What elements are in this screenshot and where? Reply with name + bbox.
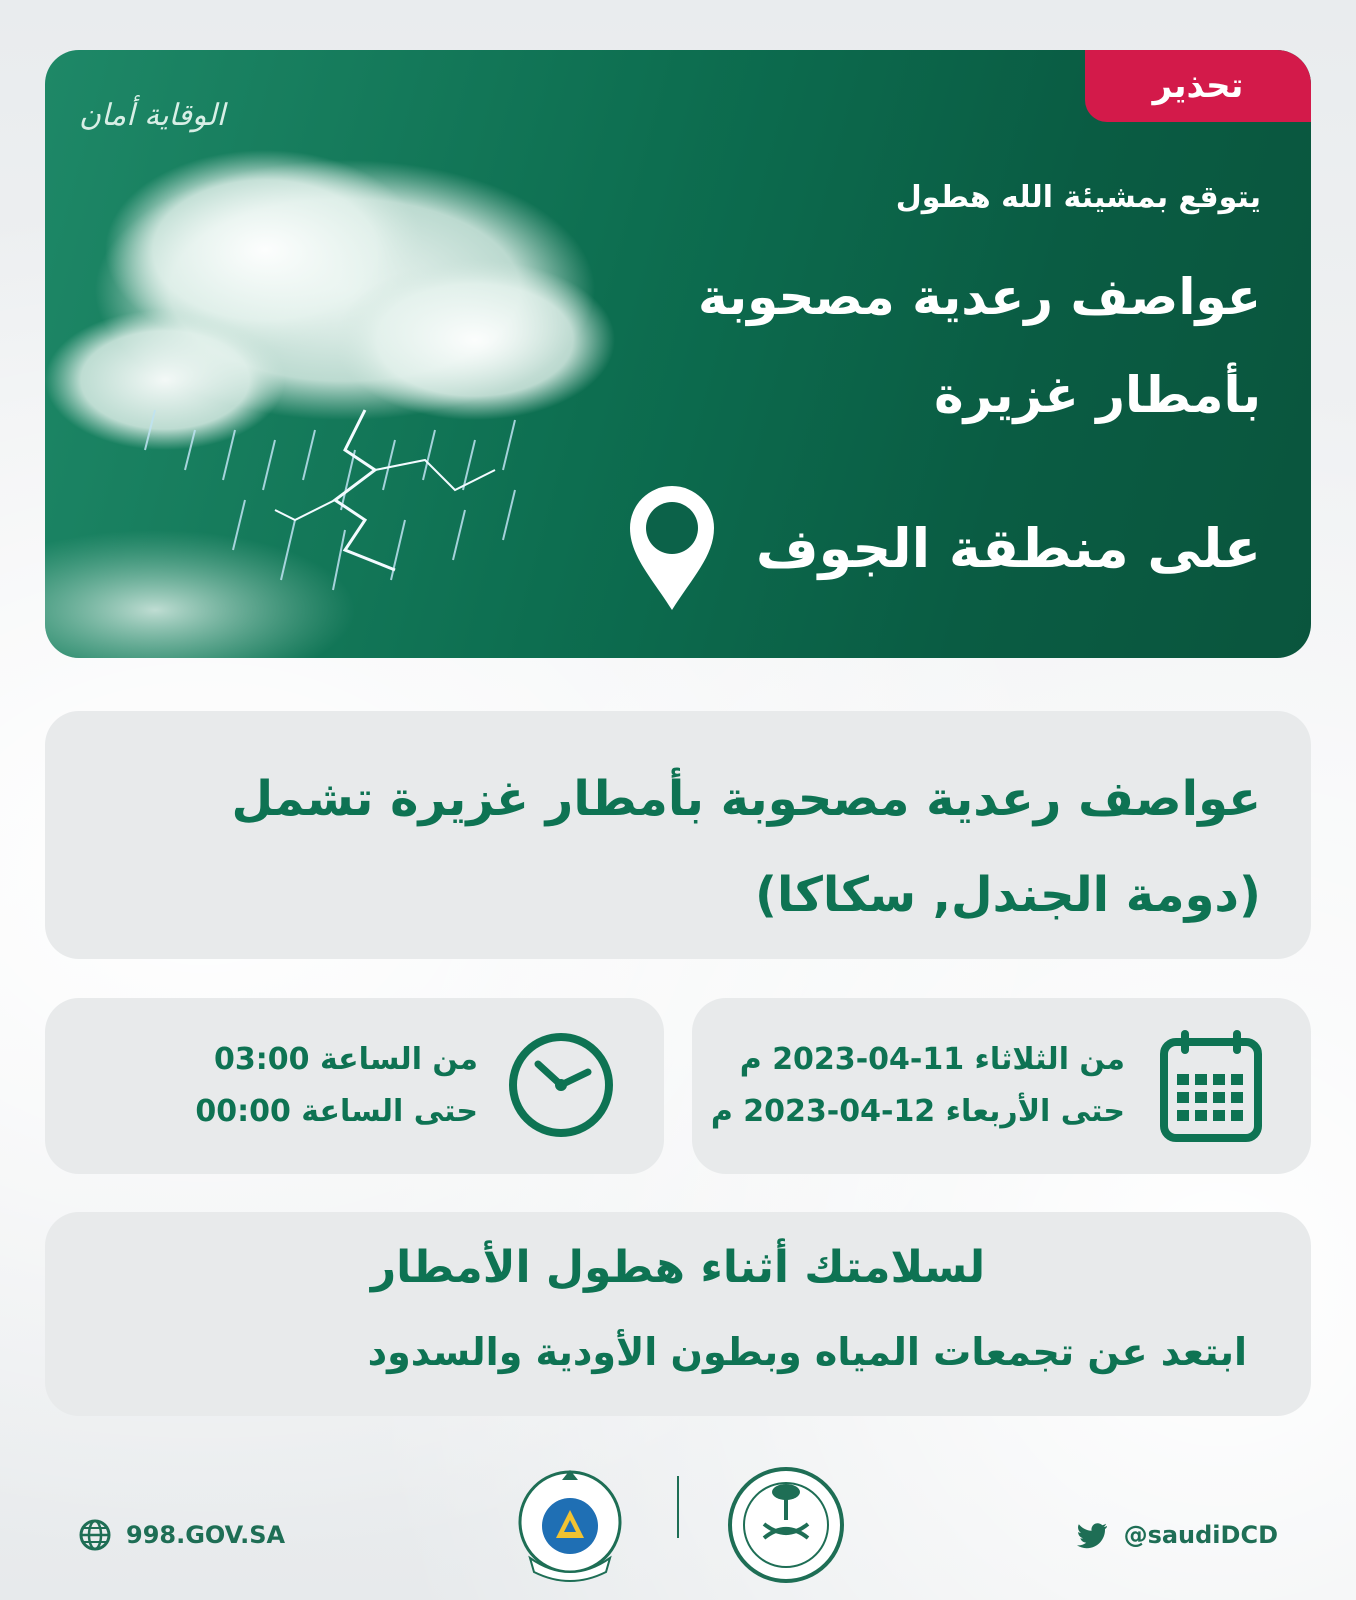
hero-location (622, 478, 1261, 618)
twitter-handle: @saudiDCD (1123, 1521, 1278, 1549)
date-to: حتى الأربعاء 12-04-2023 م (710, 1094, 1125, 1129)
coverage-text (232, 751, 1262, 943)
website-text: 998.GOV.SA (126, 1521, 286, 1549)
website-link[interactable] (78, 1518, 285, 1552)
hero-title-line1: عواصف رعدية مصحوبة (698, 268, 1261, 326)
prevention-logo: الوقاية أمان (79, 97, 226, 133)
time-to: حتى الساعة 00:00 (195, 1094, 478, 1129)
hero-title-line2: بأمطار غزيرة (934, 366, 1261, 424)
twitter-link[interactable] (1076, 1518, 1278, 1552)
hero-subtitle: يتوقع بمشيئة الله هطول (895, 180, 1261, 215)
globe-icon (78, 1518, 112, 1552)
civil-defense-emblem (510, 1462, 630, 1588)
footer-divider (677, 1476, 679, 1538)
time-card (45, 998, 664, 1174)
date-range (711, 1034, 1125, 1138)
date-card (692, 998, 1311, 1174)
calendar-icon (1159, 1026, 1263, 1144)
clock-icon (506, 1030, 616, 1140)
hero-title (698, 248, 1261, 444)
interior-ministry-emblem (726, 1462, 846, 1588)
date-from: من الثلاثاء 11-04-2023 م (739, 1042, 1125, 1077)
twitter-bird-icon (1076, 1518, 1110, 1552)
coverage-line1: عواصف رعدية مصحوبة بأمطار غزيرة تشمل (231, 771, 1261, 827)
location-text: على منطقة الجوف (755, 516, 1261, 580)
safety-card (45, 1212, 1311, 1416)
safety-body: ابتعد عن تجمعات المياه وبطون الأودية والسدود (367, 1330, 1247, 1374)
warning-badge: تحذير (1085, 50, 1311, 122)
safety-title: لسلامتك أثناء هطول الأمطار (370, 1242, 986, 1293)
coverage-line2: (دومة الجندل, سكاكا) (755, 867, 1261, 923)
location-pin-icon (622, 478, 722, 618)
coverage-card (45, 711, 1311, 959)
warning-hero (45, 50, 1311, 658)
time-from: من الساعة 03:00 (214, 1042, 478, 1077)
time-range (195, 1034, 478, 1138)
